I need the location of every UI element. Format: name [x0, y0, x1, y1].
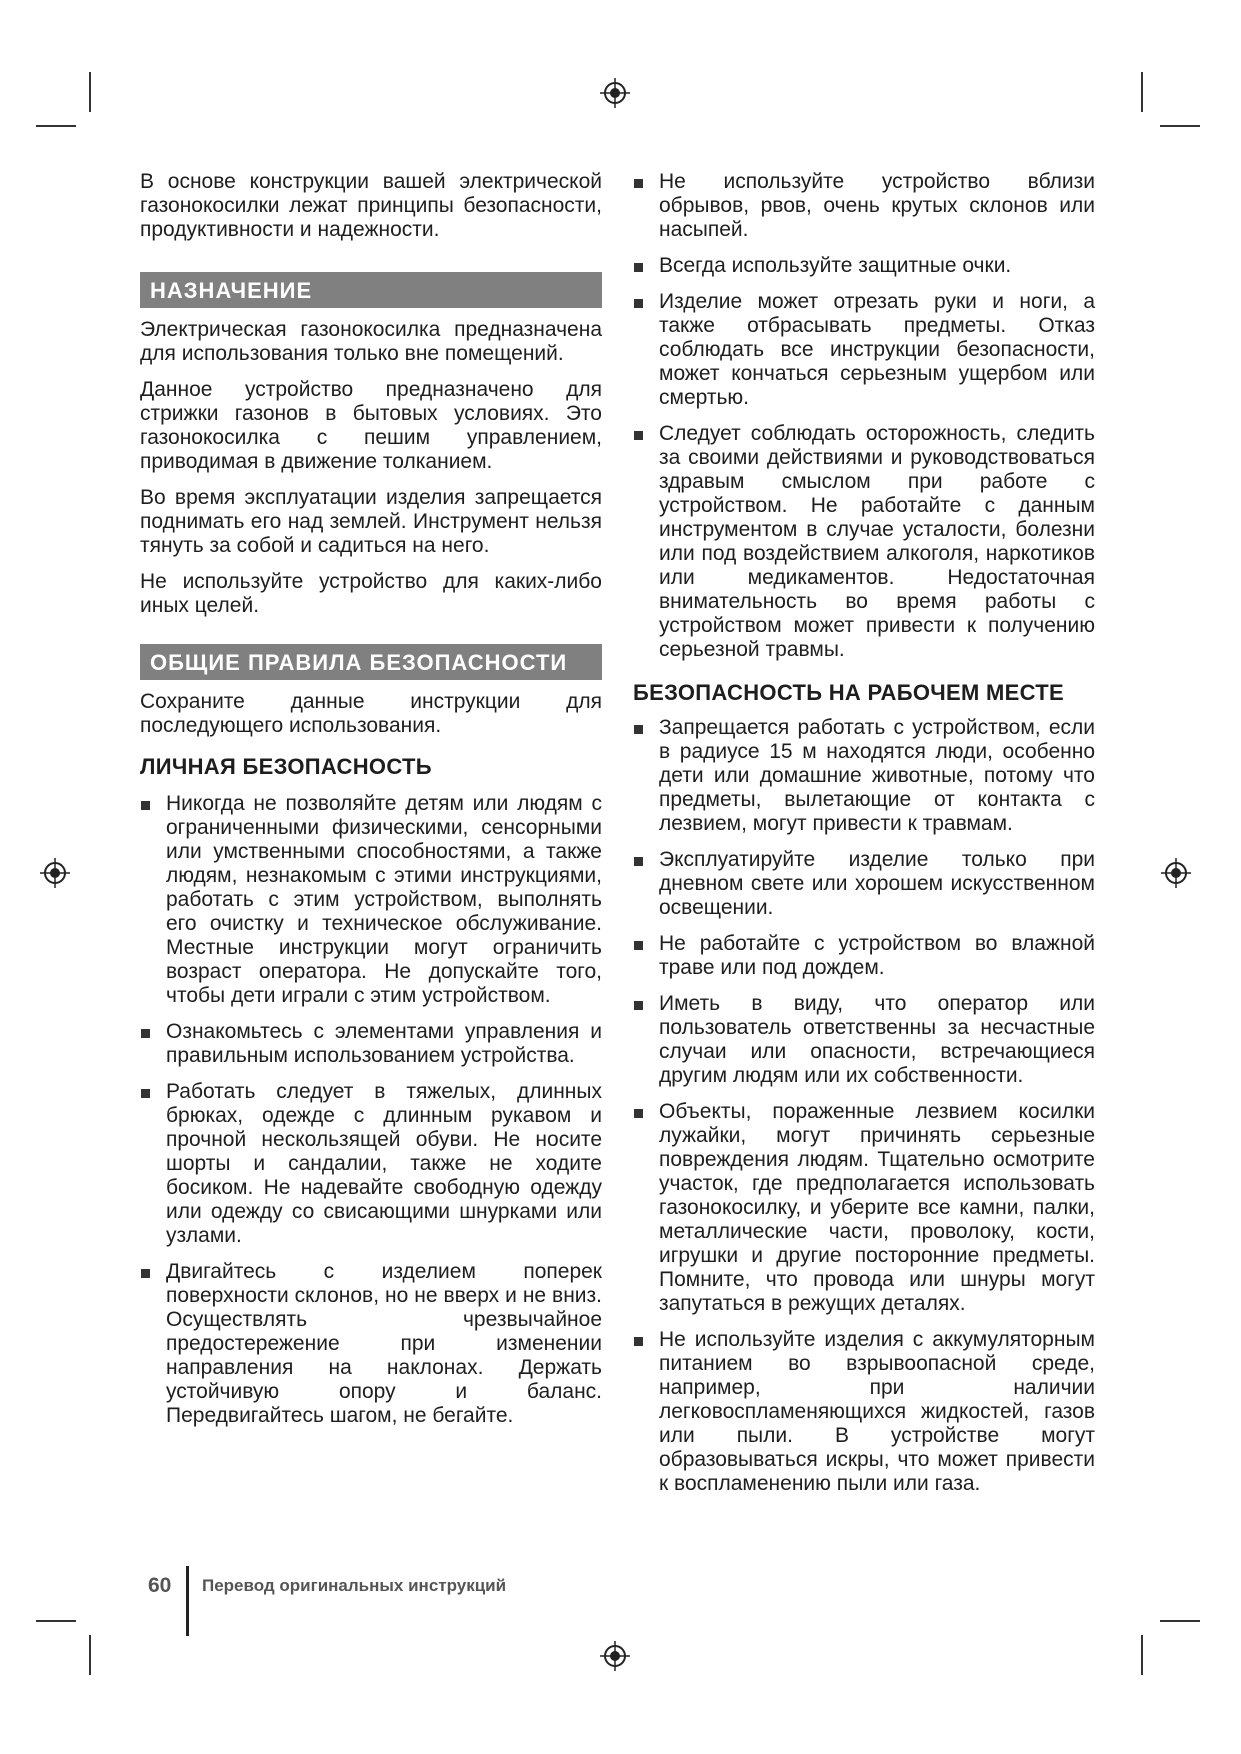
footer-text: Перевод оригинальных инструкций	[202, 1576, 507, 1595]
bullet-square-icon	[141, 1269, 150, 1278]
list-item	[140, 792, 602, 1008]
crop-mark	[89, 72, 91, 112]
bullet-square-icon	[141, 801, 150, 810]
workplace-safety-list	[633, 716, 1095, 1496]
registration-mark-icon	[40, 858, 70, 888]
section-heading-general-safety: ОБЩИЕ ПРАВИЛА БЕЗОПАСНОСТИ	[140, 644, 602, 680]
bullet-square-icon	[141, 1089, 150, 1098]
list-item	[633, 422, 1095, 662]
list-item	[140, 1020, 602, 1068]
list-item	[633, 932, 1095, 980]
list-item-text: Изделие может отрезать руки и ноги, а также отбрасывать предметы. Отказ соблюдать все инструкции безопасности, может кончаться серьезным ущербом или смертью.	[659, 290, 1095, 409]
list-item-text: Объекты, пораженные лезвием косилки лужайки, могут причинять серьезные повреждения людям. Тщательно осмотрите участок, где предполагается использовать газонокосилку, и уберите все камни, палки, металлические части, проволоку, кости, игрушки и другие посторонние предметы. Помните, что провода или шнуры могут запутаться в режущих деталях.	[659, 1100, 1095, 1315]
registration-mark-icon	[600, 1641, 630, 1671]
crop-mark	[1141, 1635, 1143, 1675]
section-heading-purpose: НАЗНАЧЕНИЕ	[140, 272, 602, 308]
list-item	[633, 290, 1095, 410]
list-item-text: Запрещается работать с устройством, если в радиусе 15 м находятся люди, особенно дети или домашние животные, потому что предметы, вылетающие от контакта с лезвием, могут привести к травмам.	[659, 716, 1095, 835]
bullet-square-icon	[634, 431, 643, 440]
crop-mark	[1141, 72, 1143, 112]
crop-mark	[36, 1620, 76, 1622]
bullet-square-icon	[634, 941, 643, 950]
list-item	[633, 716, 1095, 836]
list-item-text: Никогда не позволяйте детям или людям с ограниченными физическими, сенсорными или умственными способностями, а также людям, незнакомым с этими инструкциями, работать с этим устройством, выполнять его очистку и техническое обслуживание. Местные инструкции могут ограничить возраст оператора. Не допускайте того, чтобы дети играли с этим устройством.	[166, 792, 602, 1007]
general-safety-paragraph: Сохраните данные инструкции для последующего использования.	[140, 690, 602, 737]
list-item-text: Не используйте изделия с аккумуляторным питанием во взрывоопасной среде, например, при наличии легковоспламеняющихся жидкостей, газов или пыли. В устройстве могут образовываться искры, что может привести к воспламенению пыли или газа.	[659, 1328, 1095, 1495]
list-item	[633, 1100, 1095, 1316]
purpose-paragraph: Электрическая газонокосилка предназначена для использования только вне помещений.	[140, 318, 602, 365]
crop-mark	[1160, 125, 1200, 127]
list-item-text: Иметь в виду, что оператор или пользователь ответственны за несчастные случаи или опасности, встречающиеся другим людям или их собственности.	[659, 992, 1095, 1087]
list-item	[633, 992, 1095, 1088]
list-item	[633, 1328, 1095, 1496]
right-column	[633, 170, 1095, 1508]
bullet-square-icon	[634, 179, 643, 188]
list-item	[633, 848, 1095, 920]
list-item	[633, 170, 1095, 242]
personal-safety-list-continued	[633, 170, 1095, 662]
bullet-square-icon	[141, 1029, 150, 1038]
list-item-text: Следует соблюдать осторожность, следить за своими действиями и руководствоваться здравым смыслом при работе с устройством. Не работайте с данным инструментом в случае усталости, болезни или под воздействием алкоголя, наркотиков или медикаментов. Недостаточная внимательность во время работы с устройством может привести к получению серьезной травмы.	[659, 422, 1095, 661]
registration-mark-icon	[1161, 858, 1191, 888]
page-number: 60	[148, 1574, 172, 1597]
list-item	[140, 1080, 602, 1248]
bullet-square-icon	[634, 725, 643, 734]
list-item-text: Эксплуатируйте изделие только при дневном свете или хорошем искусственном освещении.	[659, 848, 1095, 919]
left-column	[140, 170, 602, 1440]
list-item-text: Не работайте с устройством во влажной траве или под дождем.	[659, 932, 1095, 979]
registration-mark-icon	[600, 78, 630, 108]
purpose-paragraph: Во время эксплуатации изделия запрещается поднимать его над землей. Инструмент нельзя тянуть за собой и садиться на него.	[140, 486, 602, 557]
list-item-text: Всегда используйте защитные очки.	[659, 254, 1012, 277]
list-item	[633, 254, 1095, 278]
intro-paragraph: В основе конструкции вашей электрической газонокосилки лежат принципы безопасности, продуктивности и надежности.	[140, 170, 602, 241]
bullet-square-icon	[634, 1001, 643, 1010]
purpose-paragraph: Не используйте устройство для каких-либо иных целей.	[140, 570, 602, 617]
personal-safety-list	[140, 792, 602, 1428]
list-item-text: Работать следует в тяжелых, длинных брюках, одежде с длинным рукавом и прочной нескользящей обуви. Не носите шорты и сандалии, также не ходите босиком. Не надевайте свободную одежду или одежду со свисающими шнурками или узлами.	[166, 1080, 602, 1247]
bullet-square-icon	[634, 1337, 643, 1346]
footer-divider	[186, 1566, 189, 1636]
list-item-text: Ознакомьтесь с элементами управления и правильным использованием устройства.	[166, 1020, 602, 1067]
crop-mark	[36, 125, 76, 127]
subheading-personal-safety: ЛИЧНАЯ БЕЗОПАСНОСТЬ	[140, 754, 432, 779]
list-item	[140, 1260, 602, 1428]
bullet-square-icon	[634, 857, 643, 866]
list-item-text: Не используйте устройство вблизи обрывов, рвов, очень крутых склонов или насыпей.	[659, 170, 1095, 241]
bullet-square-icon	[634, 299, 643, 308]
list-item-text: Двигайтесь с изделием поперек поверхности склонов, но не вверх и не вниз. Осуществлять чрезвычайное предостережение при изменении направления на наклонах. Держать устойчивую опору и баланс. Передвигайтесь шагом, не бегайте.	[166, 1260, 602, 1427]
bullet-square-icon	[634, 1109, 643, 1118]
crop-mark	[89, 1635, 91, 1675]
crop-mark	[1160, 1620, 1200, 1622]
bullet-square-icon	[634, 263, 643, 272]
subheading-workplace-safety: БЕЗОПАСНОСТЬ НА РАБОЧЕМ МЕСТЕ	[633, 680, 1064, 705]
purpose-paragraph: Данное устройство предназначено для стрижки газонов в бытовых условиях. Это газонокосилка с пешим управлением, приводимая в движение толканием.	[140, 378, 602, 473]
